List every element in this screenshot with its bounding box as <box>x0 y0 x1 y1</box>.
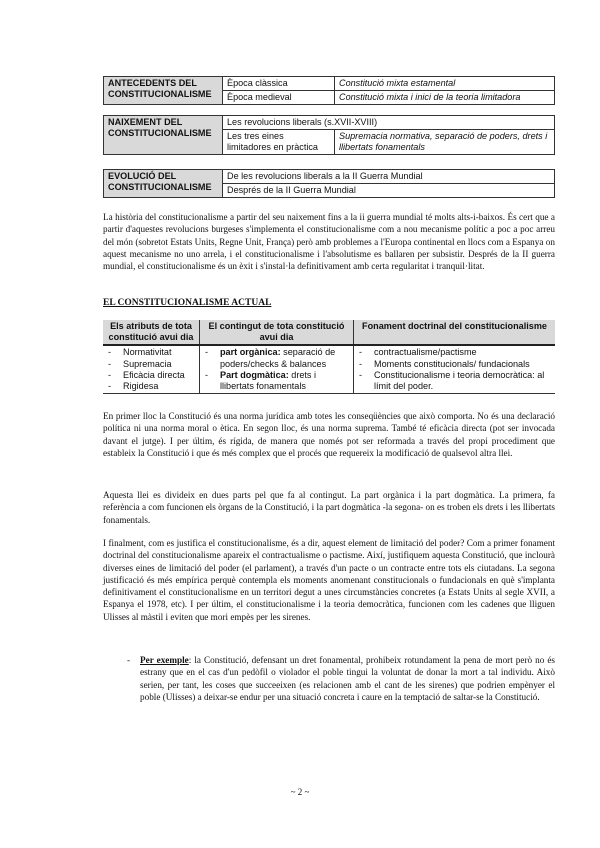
list-item: - Normativitat <box>107 347 195 358</box>
content-dogmatic-text: drets i llibertats fonamentals <box>220 369 317 392</box>
content-organic-bold: part orgànica: <box>220 347 281 358</box>
list-item: - Moments constitucionals/ fundacionals <box>358 359 551 370</box>
naixement-heading: NAIXEMENT DEL CONSTITUCIONALISME <box>104 116 223 155</box>
antecedents-heading: ANTECEDENTS DEL CONSTITUCIONALISME <box>104 77 223 105</box>
content-list-cell <box>200 345 354 393</box>
antecedents-label-classic: Època clàssica <box>223 77 335 91</box>
evolucio-table <box>103 169 555 198</box>
paragraph-attributes: En primer lloc la Constitució és una norma jurídica amb totes les conseqüències que això comporta. No és una declaració política ni una norma moral o ètica. En segon lloc, és una norma suprema. També té eficàcia directa (pot ser invocada davant el jutge). I per últim, és rígida, de manera que només pot ser reformada a través del propi procediment que estableix la Constitució i que és més complex que el procés que requereix la modificació de qualsevol altra llei. <box>103 411 555 458</box>
section-title: EL CONSTITUCIONALISME ACTUAL <box>103 298 272 308</box>
paragraph-history: La història del constitucionalisme a partir del seu naixement fins a la ii guerra mundial té molts alts-i-baixos. És cert que a partir d'aquestes revolucions burgeses s'implementa el constitucionalisme com a nou mecanisme polític a poc a poc arreu del món (sobretot Estats Units, Regne Unit, França) però amb problemes a l'Europa continental en llocs com a Espanya on aquest mecanisme no uno arrela, i el constitucionalisme i l'absolutisme es ballaren per subsistir. Després de la II guerra mundial, el constitucionalisme és un èxit i s'instal·la definitivament amb certa regularitat i tranquil·litat. <box>103 212 555 272</box>
evolucio-row1: De les revolucions liberals a la II Guerra Mundial <box>223 170 555 184</box>
foundation-list-cell <box>354 345 556 393</box>
list-item: - Eficàcia directa <box>107 370 195 381</box>
list-item: - Rigidesa <box>107 381 195 392</box>
antecedents-value-classic: Constitució mixta estamental <box>335 77 555 91</box>
naixement-table <box>103 115 555 155</box>
naixement-row1: Les revolucions liberals (s.XVII-XVIII) <box>223 116 555 130</box>
antecedents-label-medieval: Època medieval <box>223 91 335 105</box>
evolucio-heading: EVOLUCIÓ DEL CONSTITUCIONALISME <box>104 170 223 198</box>
example-bullet: - <box>127 655 131 665</box>
list-item <box>204 370 349 392</box>
attributes-table <box>103 320 555 394</box>
list-item: - Constitucionalisme i teoria democràtica: al límit del poder. <box>358 370 551 392</box>
list-item: - Supremacia <box>107 359 195 370</box>
list-item: - contractualisme/pactisme <box>358 347 551 358</box>
antecedents-value-medieval: Constitució mixta i inici de la teoria limitadora <box>335 91 555 105</box>
example-lead: Per exemple <box>140 655 189 665</box>
attributes-list-cell <box>103 345 200 393</box>
paragraph-parts: Aquesta llei es divideix en dues parts pel que fa al contingut. La part orgànica i la part dogmàtica. La primera, fa referència a com funcionen els òrgans de la Constitució, i la part dogmàtica -la segona- on es troben els drets i les llibertats fonamentals. <box>103 490 555 525</box>
example-paragraph <box>127 654 555 703</box>
attributes-header-1: Els atributs de tota constitució avui dia <box>103 320 200 345</box>
list-item <box>204 347 349 369</box>
naixement-row2-label: Les tres eines limitadores en pràctica <box>223 130 335 155</box>
antecedents-table <box>103 76 555 105</box>
page-number: ~ 2 ~ <box>290 787 310 797</box>
evolucio-row2: Després de la II Guerra Mundial <box>223 184 555 198</box>
paragraph-justification: I finalment, com es justifica el constitucionalisme, és a dir, aquest element de limitació del poder? Com a primer fonament doctrinal del constitucionalisme apareix el contractualisme o pactisme. Així, justifiquem aquesta Constitució, que inclourà diverses eines de limitació del poder (el parlament), a través d'un pacte o un contracte entre tots els ciutadans. La segona justificació és més empírica perquè contempla els moments anomenant constitucionals o fundacionals en què s'implanta definitivament el constitucionalisme en un territori degut a unes circumstàncies concretes (a Estats Units al segle XVII, a Espanya el 1978, etc). I per últim, el constitucionalisme i la teoria democràtica, funcionen com les cadenes que lliguen Ulisses al màstil i eviten que mori empès per les sirenes. <box>103 538 555 622</box>
attributes-header-2: El contingut de tota constitució avui dia <box>200 320 354 345</box>
example-text: : la Constitució, defensant un dret fonamental, prohibeix rotundament la pena de mort però no és estrany que en el cas d'un pedòfil o violador el poble tingui la voluntat de donar la mort a tal individu. Això serien, per tant, les coses que succeeixen (es relacionen amb el cant de les sirenes) que podrien empènyer el poble (Ulisses) a deixar-se endur per una situació concreta i caure en la temptació de saltar-se la Constitució. <box>140 655 555 702</box>
attributes-header-3: Fonament doctrinal del constitucionalisme <box>354 320 556 345</box>
content-dogmatic-bold: Part dogmàtica: <box>220 369 289 380</box>
content-organic-text: separació de poders/checks & balances <box>220 347 336 369</box>
naixement-row2-value: Supremacia normativa, separació de poders, drets i llibertats fonamentals <box>335 130 555 155</box>
